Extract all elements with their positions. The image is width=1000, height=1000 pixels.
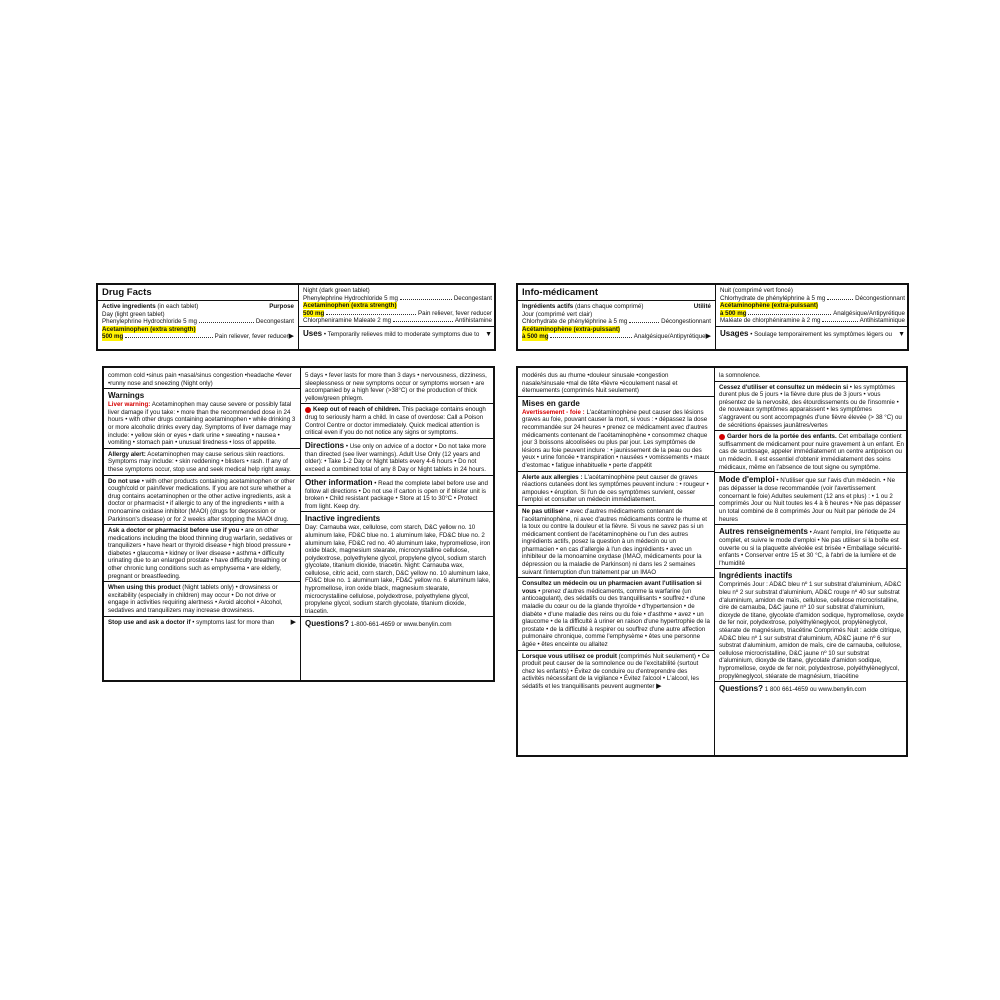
fr-uses-continued: modérés dus au rhume •douleur sinusale •congestion nasale/sinusale •mal de tête •fièvre •écoulement nasal et éternuements (comprimés Nuit seulement) xyxy=(522,372,678,395)
en-liver-warning-label: Liver warning: xyxy=(108,401,151,409)
en-directions: Directions • Use only on advice of a doctor • Do not take more than directed (see liver warnings). Adult Use Only (12 years and older): • Take 1-2 Day or Night tablets every 4-6 hours • Do not exceed a combined total of any 8 Day or Night tablets in 24 hours. xyxy=(301,438,495,475)
en-drug-facts-top-panel xyxy=(96,283,496,351)
en-do-not-use: Do not use • with other products containing acetaminophen or other cough/cold or pain/fever medications. If you are not sure whether a drug contains acetaminophen or the other active ingredients, ask a doctor or pharmacist • if allergic to any of the ingredients • with a monoamine oxidase inhibitor (MAOI) (drugs for depression or Parkinson's disease) or for 2 weeks after stopping the MAOI drug. xyxy=(104,475,300,525)
fr-other-information: Autres renseignements • Avant l'emploi, lire l'étiquette au complet, et suivre le mode d'emploi • Ne pas utiliser si la boîte est ouverte ou si la plaquette alvéolée est brisée • Emballage sécurité-enfants • Conserver entre 15 et 30 °C, à l'abri de la lumière et de l'humidité xyxy=(715,524,908,568)
fr-liver-warning-label: Avertissement - foie : xyxy=(522,408,585,416)
en-uses-label: Uses xyxy=(303,328,323,338)
en-ask-doctor: Ask a doctor or pharmacist before use if you • are on other medications including the blood thinning drug warfarin, sedatives or tranquilizers • have heart or thyroid disease • high blood pressure • diabetes • glaucoma • kidney or liver disease • asthma • difficulty urinating due to an enlarged prostate • have difficulty breathing or other chronic lung conditions such as emphysema • are elderly, pregnant or breastfeeding. xyxy=(104,524,300,581)
fr-day-label: Jour (comprimé vert clair) xyxy=(522,310,593,318)
right-arrow-icon: ▶ xyxy=(656,682,662,690)
stop-sign-icon xyxy=(305,407,311,413)
en-uses-continued: common cold •sinus pain •nasal/sinus congestion •headache •fever •runny nose and sneezing (Night only) xyxy=(108,372,292,387)
en-night-label: Night (dark green tablet) xyxy=(303,287,370,294)
down-arrow-icon: ▼ xyxy=(898,330,905,338)
en-active-note: (in each tablet) xyxy=(157,303,199,310)
fr-info-medicament-top-panel xyxy=(516,283,909,351)
en-night-acetaminophen-highlight: Acetaminophen (extra strength) xyxy=(303,302,397,310)
stop-sign-icon xyxy=(719,434,725,440)
en-active-ingredients-label: Active ingredients xyxy=(102,303,156,310)
fr-info-medicament-title: Info-médicament xyxy=(518,287,715,301)
fr-day-acetaminophene-highlight: Acétaminophène (extra-puissant) xyxy=(522,325,620,333)
fr-bottom-right-column xyxy=(715,368,908,755)
fr-top-right-column: Nuit (comprimé vert foncé) Chlorhydrate de phényléphrine à 5 mg Décongestionnant Acétaminophène (extra-puissant) à 500 mg Analgésique/Antipyrétique Maléate de chlorphéniramine à 2 mg Antihistaminique Usages • Soulage temporairement les symptômes légers ou ▼ xyxy=(716,285,909,349)
en-drug-facts-bottom-panel xyxy=(102,366,495,682)
en-warnings-section: Warnings Liver warning: Acetaminophen may cause severe or possibly fatal liver damage if you take: • more than the recommended dose in 24 hours • with other drugs containing acetaminophen • while drinking 3 or more alcoholic drinks every day. Symptoms of liver damage may include: • yellow skin or eyes • dark urine • sweating • nausea • vomiting • stomach pain • unusual tiredness • loss of appetite. xyxy=(104,388,300,448)
fr-active-ingredients-label: Ingrédients actifs xyxy=(522,303,574,310)
fr-info-medicament-bottom-panel xyxy=(516,366,908,757)
en-day-acetaminophen-highlight: Acetaminophen (extra strength) xyxy=(102,325,196,333)
fr-keep-out-of-reach: Garder hors de la portée des enfants. Cet emballage contient suffisamment de médicament pour nuire gravement à un enfant. En cas de surdosage, appeler immédiatement un centre antipoison ou un médecin. Il est essentiel d'obtenir immédiatement des soins médicaux, même en l'absence de tout signe ou symptôme. xyxy=(715,430,908,472)
en-day-acet-row: 500 mg Pain reliever, fever reducer ▶ xyxy=(102,333,294,341)
en-day-label: Day (light green tablet) xyxy=(102,310,165,318)
fr-questions: Questions? 1 800 661-4659 ou www.benylin.com xyxy=(715,681,908,695)
down-arrow-icon: ▼ xyxy=(485,330,492,338)
en-top-left-column xyxy=(98,285,298,349)
fr-warnings-title: Mises en garde xyxy=(522,398,580,408)
fr-allergy-alert: Alerte aux allergies : L'acétaminophène peut causer de graves réactions cutanées dont les symptômes peuvent inclure : • rougeur • ampoules • éruption. Si l'un de ces symptômes survient, cesser l'emploi et consulter un médecin immédiatement. xyxy=(518,471,714,505)
en-top-right-column: Night (dark green tablet) Phenylephrine Hydrochloride 5 mg Decongestant Acetaminophen (extra strength) 500 mg Pain reliever, fever reducer Chlorpheniramine Maleate 2 mg Antihistamine Uses • Temporarily relieves mild to moderate symptoms due to ▼ xyxy=(299,285,496,349)
en-allergy-alert: Allergy alert: Acetaminophen may cause serious skin reactions. Symptoms may include: • skin reddening • blisters • rash. If any of these symptoms occur, stop use and seek medical help right away. xyxy=(104,448,300,475)
en-bottom-left-column xyxy=(104,368,300,680)
en-other-information: Other information • Read the complete label before use and follow all directions • Do not use if carton is open or if blister unit is broken • Child resistant package • Store at 15 to 30°C • Protect from light. Keep dry. xyxy=(301,475,495,512)
en-when-using: When using this product (Night tablets only) • drowsiness or excitability (especially in children) may occur • Do not drive or engage in activities requiring alertness • Avoid alcohol • Alcohol, sedatives and tranquilizers may increase drowsiness. xyxy=(104,581,300,615)
en-stop-use-continued: 5 days • fever lasts for more than 3 days • nervousness, dizziness, sleeplessness or new symptoms occur or symptoms worsen • are accompanied by a high fever (>38°C) or the production of thick yellow/green phlegm. xyxy=(305,372,487,402)
fr-bottom-left-column xyxy=(518,368,714,755)
en-stop-use: Stop use and ask a doctor if • symptoms last for more than ▶ xyxy=(104,616,300,628)
fr-uses-label: Usages xyxy=(720,328,749,338)
fr-directions: Mode d'emploi • N'utiliser que sur l'avis d'un médecin. • Ne pas dépasser la dose recommandée (voir l'avertissement concernant le foie) Adultes seulement (12 ans et plus) : • 1 ou 2 comprimés Jour ou Nuit toutes les 4 à 6 heures • Ne pas dépasser un total combiné de 8 comprimés Jour ou Nuit par période de 24 heures xyxy=(715,472,908,524)
en-questions: Questions? 1-800-661-4659 or www.benylin.com xyxy=(301,616,495,630)
fr-night-acetaminophene-highlight: Acétaminophène (extra-puissant) xyxy=(720,302,818,310)
fr-stop-use: Cessez d'utiliser et consultez un médecin si • les symptômes durent plus de 5 jours • la fièvre dure plus de 3 jours • vous présentez de la nervosité, des étourdissements ou de l'insomnie • de nouveaux symptômes apparaissent • les symptômes s'aggravent ou sont accompagnés d'une fièvre élevée (> 38 °C) ou de sécrétions épaisses jaunâtres/vertes xyxy=(715,381,908,431)
fr-warnings-section: Mises en garde Avertissement - foie : L'acétaminophène peut causer des lésions graves au foie, pouvant causer la mort, si vous : • dépassez la dose recommandée sur 24 heures • prenez ce médicament avec d'autres médicaments contenant de l'acétaminophène • consommez chaque jour 3 boissons alcoolisées ou plus par jour. Les symptômes de lésions au foie peuvent inclure : • jaunissement de la peau ou des yeux • urine foncée • transpiration • nausées • vomissements • maux d'estomac • fatigue inhabituelle • perte d'appétit xyxy=(518,396,714,471)
fr-do-not-use: Ne pas utiliser • avec d'autres médicaments contenant de l'acétaminophène, ni avec d'autres médicaments contre le rhume et la toux ou contre la douleur et la fièvre. Si vous ne savez pas si un médicament contient de l'acétaminophène ou l'un des autres ingrédients actifs, posez la question à un médecin ou un pharmacien • en cas d'allergie à l'un des ingrédients • avec un inhibiteur de la monoamine oxydase (IMAO, médicaments pour la dépression ou la maladie de Parkinson) ni dans les 2 semaines suivant l'interruption d'un traitement par un IMAO xyxy=(518,505,714,577)
en-bottom-right-column xyxy=(301,368,495,680)
fr-top-left-column: Info-médicament Ingrédients actifs (dans chaque comprimé) Utilité Jour (comprimé vert clair) Chlorhydrate de phényléphrine à 5 mg Décongestionnant Acétaminophène (extra-puissant) à 500 mg Analgésique/Antipyrétique ▶ xyxy=(518,285,715,349)
fr-ask-doctor: Consultez un médecin ou un pharmacien avant l'utilisation si vous • prenez d'autres médicaments, comme la warfarine (un anticoagulant), des sédatifs ou des tranquillisants • souffrez • d'une maladie du cœur ou de la glande thyroïde • d'hypertension • de diabète • d'une maladie des reins ou du foie • d'asthme • avez • un glaucome • de la difficulté à uriner en raison d'une hypertrophie de la prostate • de la difficulté à respirer ou souffrez d'une autre affection pulmonaire chronique, comme l'emphysème • êtes une personne âgée • êtes enceinte ou allaitez xyxy=(518,577,714,649)
en-purpose-label: Purpose xyxy=(269,303,294,310)
en-warnings-title: Warnings xyxy=(108,391,145,401)
en-uses-row: Uses • Temporarily relieves mild to moderate symptoms due to ▼ xyxy=(299,326,496,339)
right-arrow-icon: ▶ xyxy=(288,333,294,341)
fr-night-label: Nuit (comprimé vert foncé) xyxy=(720,287,793,294)
right-arrow-icon: ▶ xyxy=(705,333,711,341)
fr-purpose-label: Utilité xyxy=(693,303,711,310)
en-day-phenyl-row: Phenylephrine Hydrochloride 5 mg Decongestant xyxy=(102,318,294,326)
fr-inactive-ingredients: Ingrédients inactifs Comprimés Jour : AD&C bleu nº 1 sur substrat d'aluminium, AD&C bleu nº 2 sur substrat d'aluminium, AD&C rouge nº 40 sur substrat d'aluminium, amidon de maïs, cellulose, cellulose microcristalline, cire de carnauba, D&C jaune nº 10 sur substrat d'aluminium, dioxyde de titane, glycolate d'amidon sodique, hypromellose, oxyde de fer noir, polydextrose, polyéthylèneglycol, propylèneglycol, stéarate de magnésium, triacétine Comprimés Nuit : acide citrique, AD&C bleu nº 1 sur substrat d'aluminium, AD&C jaune nº 6 sur substrat d'aluminium, amidon de maïs, cire de carnauba, cellulose, cellulose microcristalline, D&C jaune nº 10 sur substrat d'aluminium, dioxyde de titane, glycolate d'amidon sodique, hypromellose, oxyde de fer noir, polydextrose, polyéthylèneglycol, propylèneglycol, stéarate de magnésium, triacétine xyxy=(715,568,908,681)
fr-when-using-continued: la somnolence. xyxy=(719,372,761,379)
right-arrow-icon: ▶ xyxy=(290,618,296,626)
en-inactive-ingredients: Inactive ingredients Day: Carnauba wax, cellulose, corn starch, D&C yellow no. 10 aluminum lake, FD&C blue no. 1 aluminum lake, FD&C blue no. 2 aluminum lake, FD&C red no. 40 aluminum lake, hypromellose, iron oxide black, magnesium stearate, microcrystalline cellulose, polydextrose, polyethylene glycol, propylene glycol, sodium starch glycolate, titanium dioxide, triacetin. Night: Carnauba wax, cellulose, citric acid, corn starch, D&C yellow no. 10 aluminum lake, FD&C blue no. 1 aluminum lake, FD&C yellow no. 6 aluminum lake, hypromellose, iron oxide black, magnesium stearate, microcrystalline cellulose, polydextrose, polyethylene glycol, propylene glycol, sodium starch glycolate, titanium dioxide, triacetin. xyxy=(301,511,495,616)
fr-uses-row: Usages • Soulage temporairement les symptômes légers ou ▼ xyxy=(716,326,909,339)
en-keep-out-of-reach: Keep out of reach of children. This package contains enough drug to seriously harm a child. In case of overdose: Call a Poison Control Centre or doctor immediately. Quick medical attention is critical even if you do not notice any signs or symptoms. xyxy=(301,403,495,437)
en-drug-facts-title: Drug Facts xyxy=(98,287,298,301)
fr-when-using: Lorsque vous utilisez ce produit (comprimés Nuit seulement) • Ce produit peut causer de la somnolence ou de l'excitabilité (surtout chez les enfants) • Évitez de conduire ou d'entreprendre des activités nécessitant de la vigilance • Évitez l'alcool • L'alcool, les sédatifs et les tranquillisants peuvent augmenter ▶ xyxy=(518,650,714,692)
